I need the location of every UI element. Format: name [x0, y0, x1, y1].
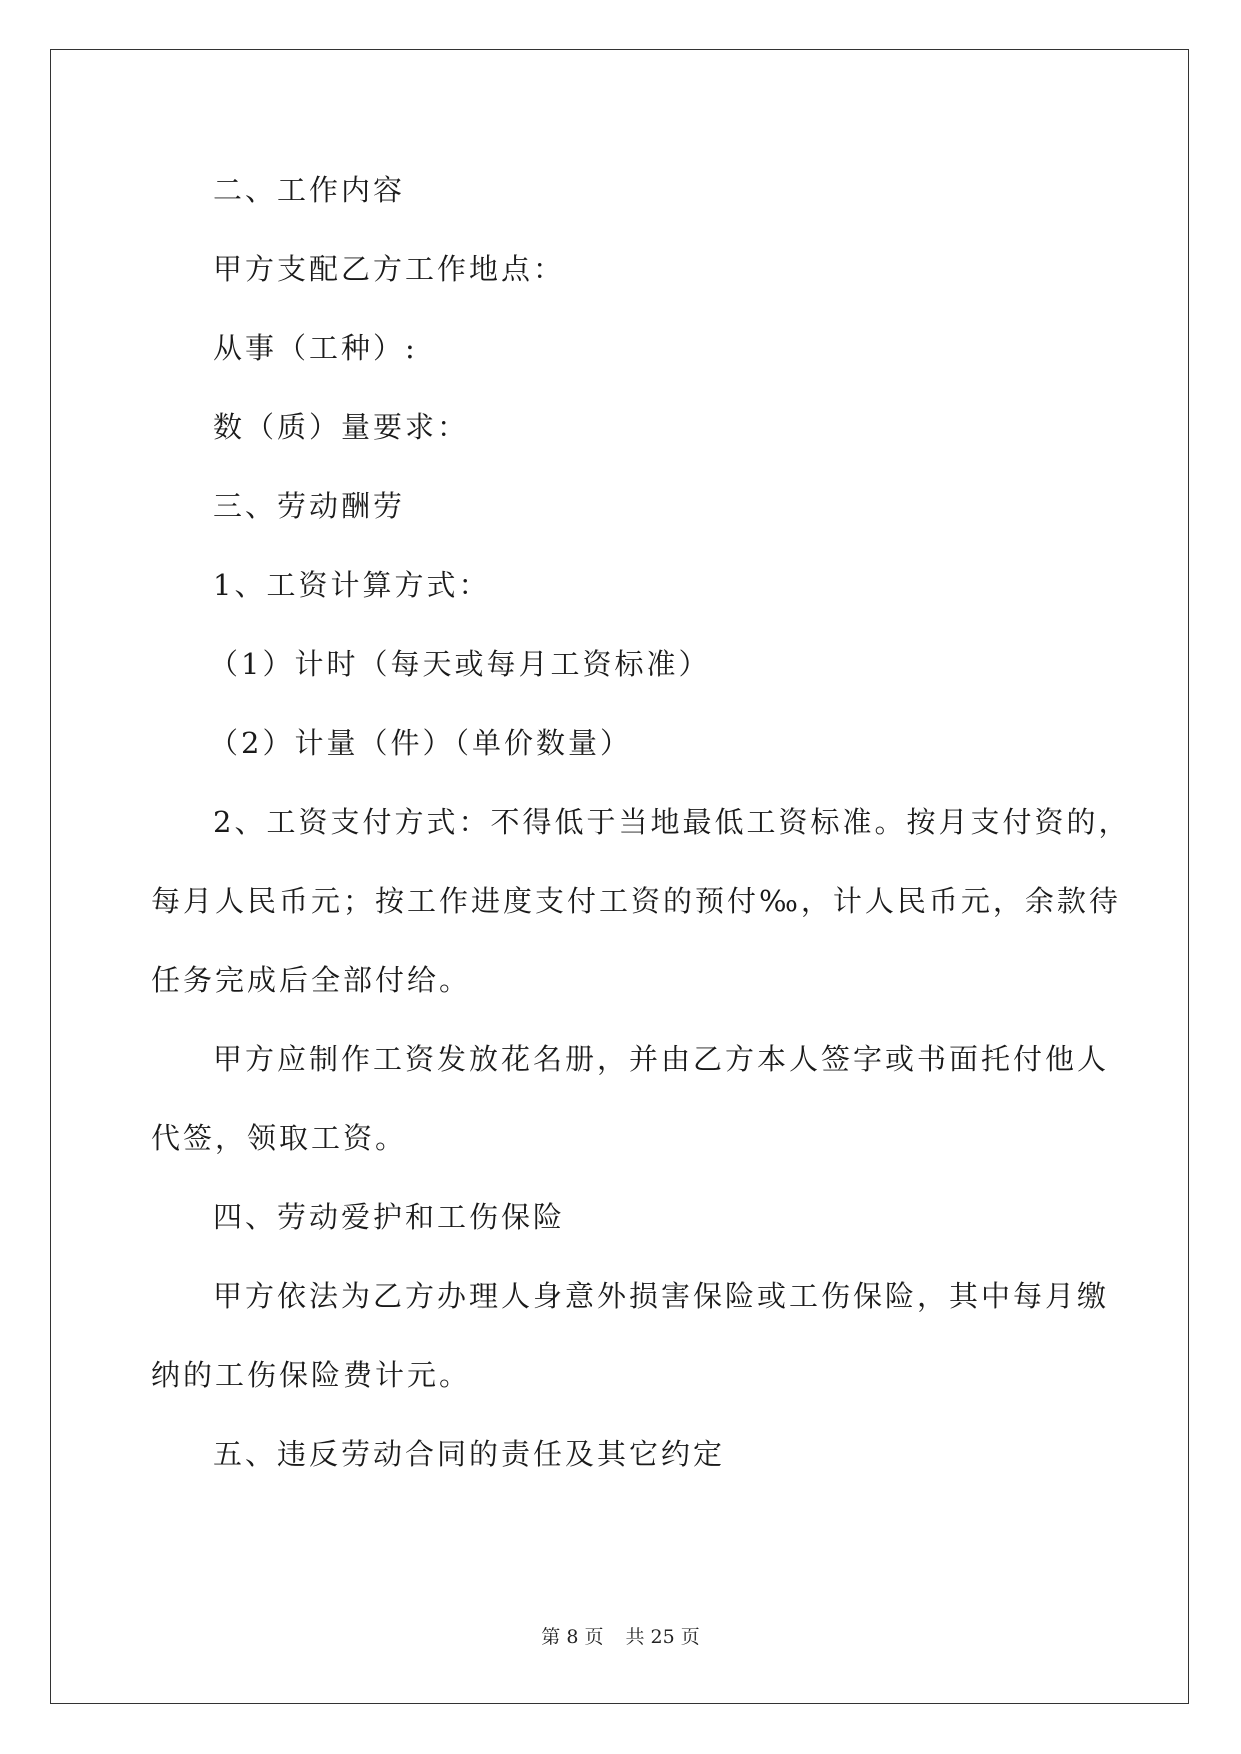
section-heading-labor-protection: 四、劳动爱护和工伤保险: [213, 1200, 566, 1234]
paragraph-wage-payment-line-1: 2、工资支付方式：不得低于当地最低工资标准。按月支付资的，: [213, 805, 1131, 839]
paragraph-insurance-line-2: 纳的工伤保险费计元。: [151, 1358, 472, 1392]
paragraph-payroll-line-1: 甲方应制作工资发放花名册，并由乙方本人签字或书面托付他人: [213, 1042, 1110, 1076]
paragraph-wage-payment-line-3: 任务完成后全部付给。: [151, 963, 472, 997]
paragraph-wage-calculation: 1、工资计算方式：: [213, 568, 491, 602]
section-heading-work-content: 二、工作内容: [213, 173, 406, 207]
section-heading-remuneration: 三、劳动酬劳: [213, 489, 406, 523]
paragraph-job-type: 从事（工种）:: [213, 331, 418, 365]
section-heading-contract-violation: 五、违反劳动合同的责任及其它约定: [213, 1437, 726, 1471]
paragraph-time-based-wage: （1）计时（每天或每月工资标准）: [209, 647, 711, 681]
paragraph-wage-payment-line-2: 每月人民币元；按工作进度支付工资的预付‰，计人民币元，余款待: [151, 884, 1121, 918]
paragraph-quality-requirement: 数（质）量要求：: [213, 410, 470, 444]
paragraph-payroll-line-2: 代签，领取工资。: [151, 1121, 408, 1155]
paragraph-work-location: 甲方支配乙方工作地点：: [213, 252, 566, 286]
page-number: 第 8 页: [541, 1626, 604, 1648]
paragraph-insurance-line-1: 甲方依法为乙方办理人身意外损害保险或工伤保险，其中每月缴: [213, 1279, 1110, 1313]
paragraph-piece-based-wage: （2）计量（件）（单价数量）: [209, 726, 632, 760]
page-footer: [0, 1622, 1241, 1649]
page-total: 共 25 页: [625, 1626, 700, 1648]
